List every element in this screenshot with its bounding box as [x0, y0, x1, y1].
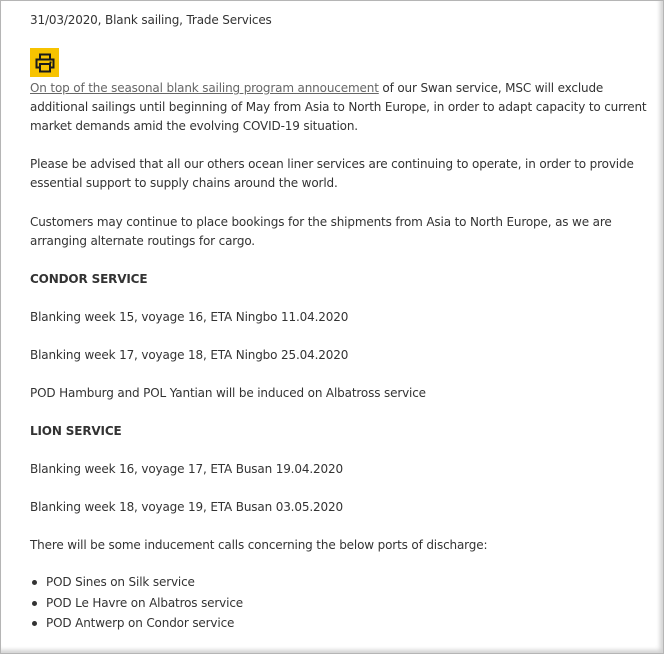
- printer-icon: [35, 53, 55, 73]
- announcement-link[interactable]: On top of the seasonal blank sailing program annoucement: [30, 81, 379, 95]
- condor-service-heading: CONDOR SERVICE: [30, 272, 148, 286]
- lion-service-heading: LION SERVICE: [30, 424, 122, 438]
- ports-list: [30, 572, 243, 634]
- list-item: POD Sines on Silk service: [30, 572, 243, 593]
- lion-inducement-line: There will be some inducement calls concerning the below ports of discharge:: [30, 538, 488, 552]
- list-item: POD Antwerp on Condor service: [30, 613, 243, 634]
- lion-blanking-line: Blanking week 16, voyage 17, ETA Busan 19.04.2020: [30, 462, 343, 476]
- condor-inducement-line: POD Hamburg and POL Yantian will be induced on Albatross service: [30, 386, 426, 400]
- bookings-paragraph: Customers may continue to place bookings for the shipments from Asia to North Europe, as we are arranging alternate routings for cargo.: [30, 215, 612, 248]
- intro-paragraph: [30, 79, 655, 136]
- condor-blanking-line: Blanking week 17, voyage 18, ETA Ningbo 25.04.2020: [30, 348, 349, 362]
- post-header: 31/03/2020, Blank sailing, Trade Services: [30, 13, 272, 27]
- list-item: POD Le Havre on Albatros service: [30, 593, 243, 614]
- lion-blanking-line: Blanking week 18, voyage 19, ETA Busan 03.05.2020: [30, 500, 343, 514]
- intro-text: of our Swan service, MSC will exclude additional sailings until beginning of May from Asia to North Europe, in order to adapt capacity to current market demands amid the evolving COVID-19 situation.: [30, 81, 647, 133]
- condor-blanking-line: Blanking week 15, voyage 16, ETA Ningbo 11.04.2020: [30, 310, 349, 324]
- print-button[interactable]: [30, 48, 59, 77]
- operations-paragraph: Please be advised that all our others ocean liner services are continuing to operate, in order to provide essential support to supply chains around the world.: [30, 157, 634, 190]
